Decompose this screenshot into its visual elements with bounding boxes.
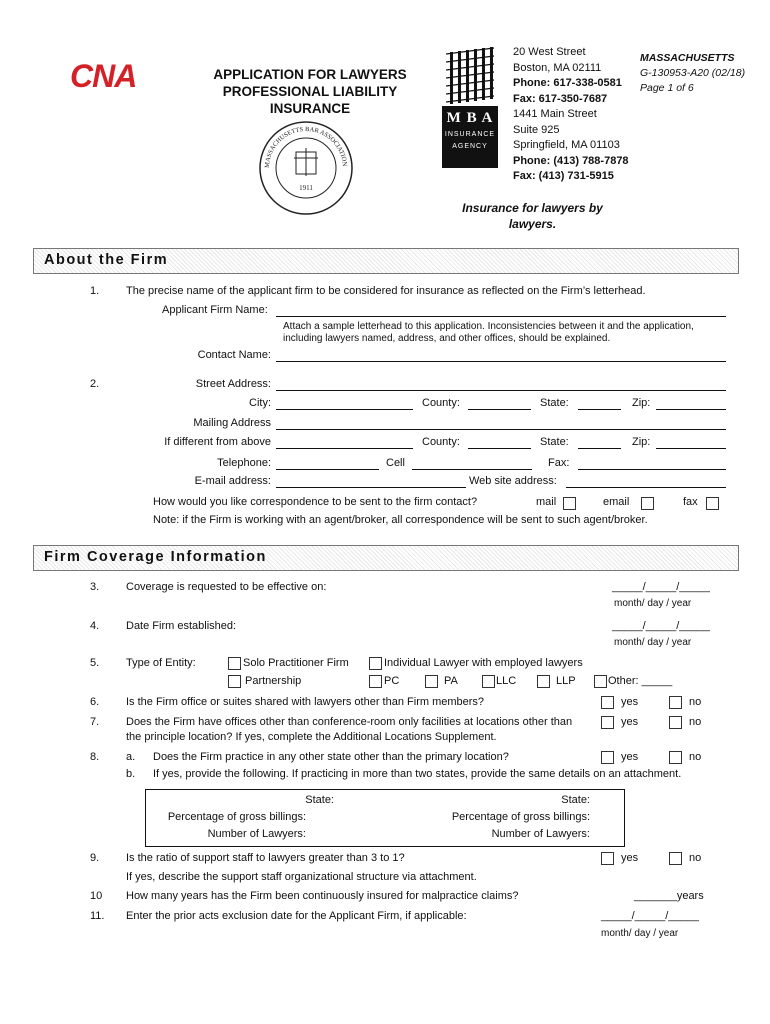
mail-checkbox[interactable]	[563, 497, 576, 510]
other-checkbox[interactable]	[594, 675, 607, 688]
pa-label: PA	[444, 675, 458, 687]
letterhead-note-2: including lawyers named, address, and other offices, should be explained.	[283, 333, 611, 344]
q11-text: Enter the prior acts exclusion date for the Applicant Firm, if applicable:	[126, 910, 467, 922]
individual-label: Individual Lawyer with employed lawyers	[384, 657, 583, 669]
city-field[interactable]	[276, 409, 413, 410]
mailing-state-label: State:	[540, 436, 569, 448]
fax-field[interactable]	[578, 469, 726, 470]
mailing-county-label: County:	[422, 436, 460, 448]
q5-text: Type of Entity:	[126, 657, 196, 669]
mailing-field[interactable]	[276, 429, 726, 430]
seal-year: 1911	[299, 184, 313, 192]
individual-checkbox[interactable]	[369, 657, 382, 670]
agency-contact: 20 West Street Boston, MA 02111 Phone: 617-338-0581 Fax: 617-350-7687 1441 Main Street Suite 925 Springfield, MA 01103 Phone: (413) 788-7878 Fax: (413) 731-5915	[513, 46, 629, 182]
zip-label: Zip:	[632, 397, 651, 409]
effective-date-field[interactable]: _____/_____/_____	[612, 581, 710, 593]
years-insured-field[interactable]: _______years	[634, 890, 704, 902]
fax-label: Fax:	[548, 457, 570, 469]
other-states-table[interactable]	[145, 789, 625, 847]
solo-label: Solo Practitioner Firm	[243, 657, 349, 669]
seal-text: MASSACHUSETTS BAR ASSOCIATION	[263, 125, 349, 169]
effective-date-format: month/ day / year	[614, 598, 692, 609]
llp-label: LLP	[556, 675, 576, 687]
q9-yes-label: yes	[621, 852, 639, 864]
established-date-format: month/ day / year	[614, 637, 692, 648]
q7-number: 7.	[90, 716, 100, 728]
firm-name-label: Applicant Firm Name:	[162, 304, 268, 316]
llc-label: LLC	[496, 675, 517, 687]
contact-name-field[interactable]	[276, 361, 726, 362]
pa-checkbox[interactable]	[425, 675, 438, 688]
q8-no-label: no	[689, 751, 702, 763]
q9-no-checkbox[interactable]	[669, 852, 682, 865]
mailing-label: Mailing Address	[193, 417, 271, 429]
q8-yes-checkbox[interactable]	[601, 751, 614, 764]
q9-no-label: no	[689, 852, 702, 864]
q7-yes-checkbox[interactable]	[601, 716, 614, 729]
correspondence-question: How would you like correspondence to be sent to the firm contact?	[153, 496, 478, 508]
correspondence-note: Note: if the Firm is working with an agent/broker, all correspondence will be sent to such agent/broker.	[153, 514, 648, 526]
lawyers-1-label: Number of Lawyers:	[207, 828, 306, 840]
email-field[interactable]	[276, 487, 466, 488]
q4-number: 4.	[90, 620, 100, 632]
city-label: City:	[249, 397, 271, 409]
county-label: County:	[422, 397, 460, 409]
lawyers-2-label: Number of Lawyers:	[491, 828, 590, 840]
street-field[interactable]	[276, 390, 726, 391]
section-coverage: Firm Coverage Information	[33, 545, 739, 571]
prior-acts-date-field[interactable]: _____/_____/_____	[601, 910, 699, 922]
q2-number: 2.	[90, 378, 100, 390]
mailing-zip-field[interactable]	[656, 448, 726, 449]
q8-b-text: If yes, provide the following. If practicing in more than two states, provide the same details on an attachment.	[153, 768, 682, 780]
state-label: State:	[540, 397, 569, 409]
cell-label: Cell	[386, 457, 405, 469]
q8-a-marker: a.	[126, 751, 136, 763]
q1-number: 1.	[90, 285, 100, 297]
letterhead-note: Attach a sample letterhead to this application. Inconsistencies between it and the application,	[283, 321, 694, 332]
section-about-firm: About the Firm	[33, 248, 739, 274]
q8-yes-label: yes	[621, 751, 639, 763]
email-option-label: email	[603, 496, 630, 508]
q7-text-2: the principle location? If yes, complete the Additional Locations Supplement.	[126, 731, 497, 743]
email-checkbox[interactable]	[641, 497, 654, 510]
q6-yes-checkbox[interactable]	[601, 696, 614, 709]
q8-no-checkbox[interactable]	[669, 751, 682, 764]
mail-option-label: mail	[536, 496, 557, 508]
mba-agency-logo: M B A INSURANCE AGENCY	[442, 44, 498, 164]
mailing-city-field[interactable]	[276, 448, 413, 449]
firm-name-field[interactable]	[276, 316, 726, 317]
q8-number: 8.	[90, 751, 100, 763]
q4-text: Date Firm established:	[126, 620, 237, 632]
q8-b-marker: b.	[126, 768, 136, 780]
mailing-state-field[interactable]	[578, 448, 621, 449]
q9-text-2: If yes, describe the support staff organizational structure via attachment.	[126, 871, 477, 883]
prior-acts-date-format: month/ day / year	[601, 928, 679, 939]
cna-logo: CNA	[70, 58, 137, 94]
solo-checkbox[interactable]	[228, 657, 241, 670]
q5-number: 5.	[90, 657, 100, 669]
fax-option-label: fax	[683, 496, 698, 508]
q8-a-text: Does the Firm practice in any other state other than the primary location?	[153, 751, 509, 763]
cell-field[interactable]	[412, 469, 532, 470]
established-date-field[interactable]: _____/_____/_____	[612, 620, 710, 632]
page-title: APPLICATION FOR LAWYERS PROFESSIONAL LIABILITY INSURANCE	[213, 67, 407, 116]
other-label[interactable]: Other: _____	[608, 675, 673, 687]
website-label: Web site address:	[469, 475, 557, 487]
q3-text: Coverage is requested to be effective on:	[126, 581, 327, 593]
street-label: Street Address:	[195, 378, 271, 390]
llc-checkbox[interactable]	[482, 675, 495, 688]
q6-no-checkbox[interactable]	[669, 696, 682, 709]
pct-billings-2-label: Percentage of gross billings:	[451, 811, 590, 823]
telephone-label: Telephone:	[217, 457, 271, 469]
zip-field[interactable]	[656, 409, 726, 410]
q3-number: 3.	[90, 581, 100, 593]
q6-number: 6.	[90, 696, 100, 708]
state-field[interactable]	[578, 409, 621, 410]
q9-text: Is the ratio of support staff to lawyers greater than 3 to 1?	[126, 852, 405, 864]
q7-no-checkbox[interactable]	[669, 716, 682, 729]
partnership-label: Partnership	[245, 675, 302, 687]
q6-text: Is the Firm office or suites shared with lawyers other than Firm members?	[126, 696, 485, 708]
pct-billings-1-label: Percentage of gross billings:	[167, 811, 306, 823]
if-different-label: If different from above	[164, 436, 271, 448]
pc-checkbox[interactable]	[369, 675, 382, 688]
county-field[interactable]	[468, 409, 531, 410]
pc-label: PC	[384, 675, 400, 687]
tagline: Insurance for lawyers by lawyers.	[462, 201, 603, 231]
website-field[interactable]	[566, 487, 726, 488]
q10-number: 10	[90, 890, 103, 902]
mailing-county-field[interactable]	[468, 448, 531, 449]
q11-number: 11.	[90, 910, 105, 922]
q1-text: The precise name of the applicant firm to be considered for insurance as reflected on the Firm’s letterhead.	[126, 285, 646, 297]
q6-no-label: no	[689, 696, 702, 708]
q7-yes-label: yes	[621, 716, 639, 728]
email-label: E-mail address:	[194, 475, 271, 487]
q9-yes-checkbox[interactable]	[601, 852, 614, 865]
q7-no-label: no	[689, 716, 702, 728]
telephone-field[interactable]	[276, 469, 379, 470]
partnership-checkbox[interactable]	[228, 675, 241, 688]
q9-number: 9.	[90, 852, 100, 864]
form-info: MASSACHUSETTS G-130953-A20 (02/18) Page 1 of 6	[640, 52, 746, 94]
q6-yes-label: yes	[621, 696, 639, 708]
q10-text: How many years has the Firm been continuously insured for malpractice claims?	[126, 890, 519, 902]
contact-name-label: Contact Name:	[197, 349, 271, 361]
state-1-label: State:	[305, 794, 334, 806]
building-icon	[442, 44, 498, 106]
fax-checkbox[interactable]	[706, 497, 719, 510]
mba-seal-icon	[258, 120, 354, 216]
q7-text: Does the Firm have offices other than conference-room only facilities at locations other than	[126, 716, 573, 728]
state-2-label: State:	[561, 794, 590, 806]
llp-checkbox[interactable]	[537, 675, 550, 688]
mailing-zip-label: Zip:	[632, 436, 651, 448]
